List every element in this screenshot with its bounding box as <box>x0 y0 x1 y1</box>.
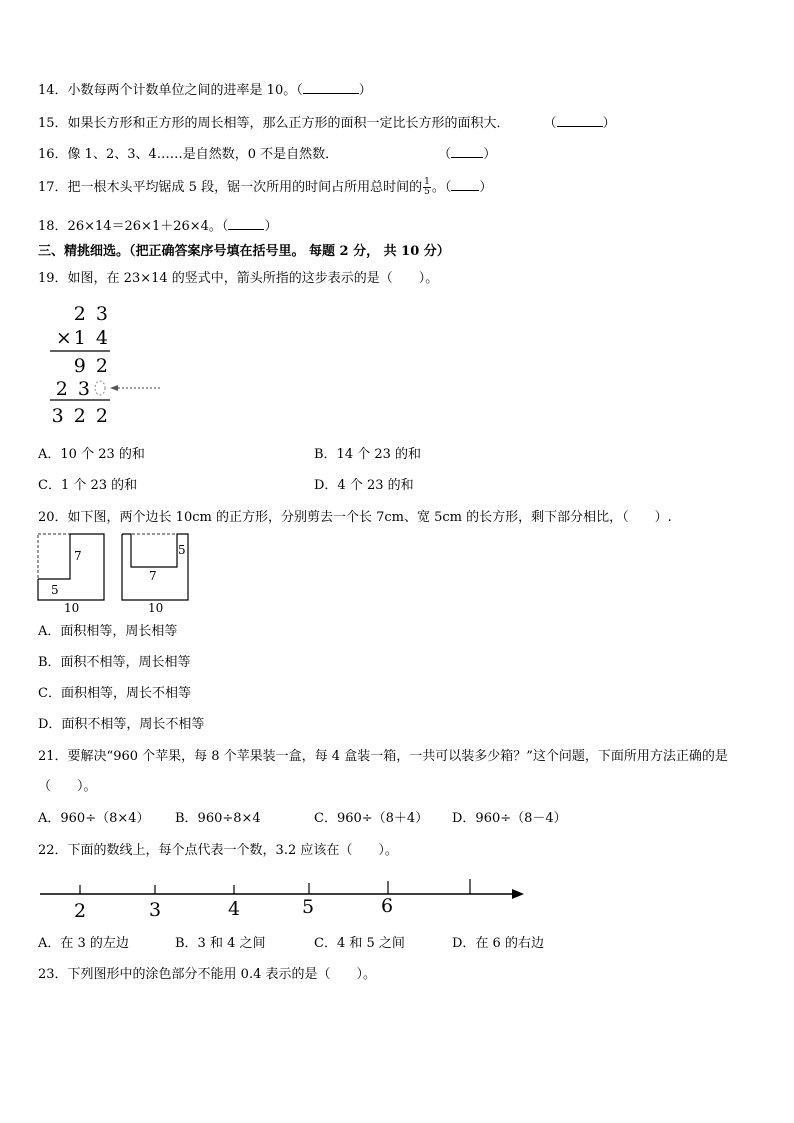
question-15: 15．如果长方形和正方形的周长相等，那么正方形的面积一定比长方形的面积大． （ ） <box>38 116 616 131</box>
question-17-text: 17．把一根木头平均锯成 5 段，锯一次所用的时间占所用总时间的 <box>38 180 423 195</box>
option-d[interactable]: D．960÷（8－4） <box>452 811 567 826</box>
section-heading: 三、精挑细选。（把正确答案序号填在括号里。 每题 2 分， 共 10 分） <box>38 244 450 259</box>
option-d[interactable]: D．在 6 的右边 <box>452 936 544 951</box>
answer-blank[interactable] <box>451 146 483 158</box>
option-a[interactable]: A．面积相等，周长相等 <box>38 624 178 639</box>
question-17: 17．把一根木头平均锯成 5 段，锯一次所用的时间占所用总时间的 $\frac{1}{5}$ 。（ ） <box>38 177 493 197</box>
question-21-cont: （ ）。 <box>38 779 97 794</box>
calc-row-2: ×1 4 <box>55 327 110 349</box>
arrow-head-icon <box>110 385 118 391</box>
square-outline-1 <box>38 534 104 600</box>
fig2-label-10: 10 <box>148 601 164 614</box>
answer-blank[interactable] <box>303 82 359 94</box>
question-21: 21．要解决“960 个苹果，每 8 个苹果装一盒，每 4 盒装一箱，一共可以装多少箱？”这个问题，下面所用方法正确的是 <box>38 749 728 764</box>
option-b[interactable]: B．14 个 23 的和 <box>314 447 422 462</box>
tick-label: 6 <box>380 895 394 917</box>
option-b[interactable]: B．3 和 4 之间 <box>175 936 266 951</box>
option-d[interactable]: D．面积不相等，周长不相等 <box>38 717 205 732</box>
calc-row-4: 2 3 <box>55 378 92 400</box>
tick-label: 2 <box>73 900 87 922</box>
question-20: 20．如下图，两个边长 10cm 的正方形，分别剪去一个长 7cm、宽 5cm 的长方形，剩下部分相比，（ ）. <box>38 510 672 525</box>
option-c[interactable]: C．960÷（8＋4） <box>314 811 429 826</box>
squares-figure <box>36 532 196 614</box>
option-b[interactable]: B．面积不相等，周长相等 <box>38 655 191 670</box>
fig2-label-7: 7 <box>149 569 157 583</box>
fig1-label-7: 7 <box>74 549 82 563</box>
fig2-label-5: 5 <box>178 543 186 557</box>
calc-row-5: 3 2 2 <box>51 405 110 427</box>
answer-blank[interactable] <box>228 218 264 230</box>
question-14-text: 14．小数每两个计数单位之间的进率是 10。（ <box>38 83 303 98</box>
vertical-multiplication-figure <box>40 300 180 428</box>
option-c[interactable]: C．1 个 23 的和 <box>38 478 138 493</box>
question-18: 18．26×14＝26×1＋26×4。（ ） <box>38 219 278 234</box>
tick-label: 3 <box>148 899 162 921</box>
answer-blank[interactable] <box>557 115 603 127</box>
option-c[interactable]: C．4 和 5 之间 <box>314 936 405 951</box>
question-22: 22．下面的数线上，每个点代表一个数，3.2 应该在（ ）。 <box>38 843 398 858</box>
option-d[interactable]: D．4 个 23 的和 <box>314 478 414 493</box>
question-23: 23．下列图形中的涂色部分不能用 0.4 表示的是（ ）。 <box>38 967 376 982</box>
number-line <box>38 872 528 924</box>
question-16-text: 16．像 1、2、3、4……是自然数，0 不是自然数． <box>38 147 339 162</box>
option-a[interactable]: A．10 个 23 的和 <box>38 447 145 462</box>
tick-label: 5 <box>301 896 315 918</box>
remaining-shape-1 <box>38 534 104 600</box>
option-b[interactable]: B．960÷8×4 <box>175 811 261 826</box>
question-14: 14．小数每两个计数单位之间的进率是 10。（ ） <box>38 83 372 98</box>
question-16: 16．像 1、2、3、4……是自然数，0 不是自然数． （ ） <box>38 147 497 162</box>
answer-blank[interactable] <box>451 179 479 191</box>
option-c[interactable]: C．面积相等，周长不相等 <box>38 686 191 701</box>
option-a[interactable]: A．在 3 的左边 <box>38 936 129 951</box>
calc-row-3: 9 2 <box>73 355 110 377</box>
option-a[interactable]: A．960÷（8×4） <box>38 811 150 826</box>
question-18-text: 18．26×14＝26×1＋26×4。（ <box>38 219 229 234</box>
fig1-label-10: 10 <box>64 601 80 614</box>
fig1-label-5: 5 <box>51 583 59 597</box>
dotted-zero-placeholder <box>95 381 105 395</box>
fraction: $\frac{1}{5}$ <box>424 177 430 197</box>
question-15-text: 15．如果长方形和正方形的周长相等，那么正方形的面积一定比长方形的面积大． <box>38 116 510 131</box>
tick-label: 4 <box>227 898 241 920</box>
arrow-head-icon <box>512 889 524 899</box>
calc-row-1: 2 3 <box>73 303 110 325</box>
question-19: 19．如图，在 23×14 的竖式中，箭头所指的这步表示的是（ ）。 <box>38 271 439 286</box>
